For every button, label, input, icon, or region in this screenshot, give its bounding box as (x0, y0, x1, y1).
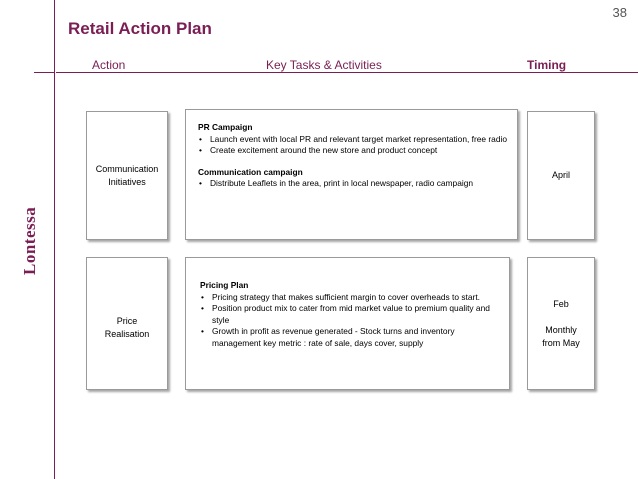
section-heading: PR Campaign (198, 122, 253, 132)
timing-label-line: Feb (553, 298, 569, 309)
timing-box-communication (527, 111, 595, 240)
action-box-communication (86, 111, 168, 240)
timing-label (542, 298, 580, 350)
bullet-list (200, 292, 501, 350)
timing-label-line: Monthly (545, 324, 577, 335)
tasks-box-pricing (185, 257, 510, 390)
bullet-item: • Create excitement around the new store and product concept (198, 145, 509, 157)
action-label-line: Price (116, 315, 138, 326)
timing-label-line: from May (542, 337, 580, 348)
action-label-line: Initiatives (108, 176, 146, 187)
page-number: 38 (612, 5, 627, 20)
action-label-line: Communication (95, 163, 159, 174)
bullet-list (198, 134, 509, 157)
timing-box-pricing (527, 257, 595, 390)
section-heading: Communication campaign (198, 166, 303, 177)
action-label-line: Realisation (104, 328, 150, 339)
section-heading: Pricing Plan (200, 280, 249, 290)
column-header-timing: Timing (527, 58, 567, 72)
bullet-item: • Position product mix to cater from mid market value to premium quality and style (200, 303, 501, 326)
brand-logo: Lontessa (20, 206, 39, 275)
tasks-box-communication (185, 109, 518, 240)
bullet-item: • Pricing strategy that makes sufficient margin to cover overheads to start. (200, 292, 501, 304)
header-rule-left (34, 72, 54, 73)
bullet-item: • Distribute Leaflets in the area, print in local newspaper, radio campaign (198, 178, 509, 190)
action-label (96, 163, 159, 189)
timing-label: April (551, 170, 570, 180)
vertical-rule (54, 0, 55, 479)
bullet-item: • Growth in profit as revenue generated - Stock turns and inventory management key metric : rate of sale, days cover, supply (200, 326, 501, 349)
action-box-price (86, 257, 168, 390)
bullet-item: • Launch event with local PR and relevant target market representation, free radio (198, 134, 509, 146)
column-header-tasks: Key Tasks & Activities (266, 58, 382, 72)
column-header-action: Action (92, 58, 126, 72)
action-label (105, 307, 150, 341)
header-rule (56, 72, 638, 73)
page-title: Retail Action Plan (68, 19, 212, 38)
bullet-list (198, 178, 509, 190)
